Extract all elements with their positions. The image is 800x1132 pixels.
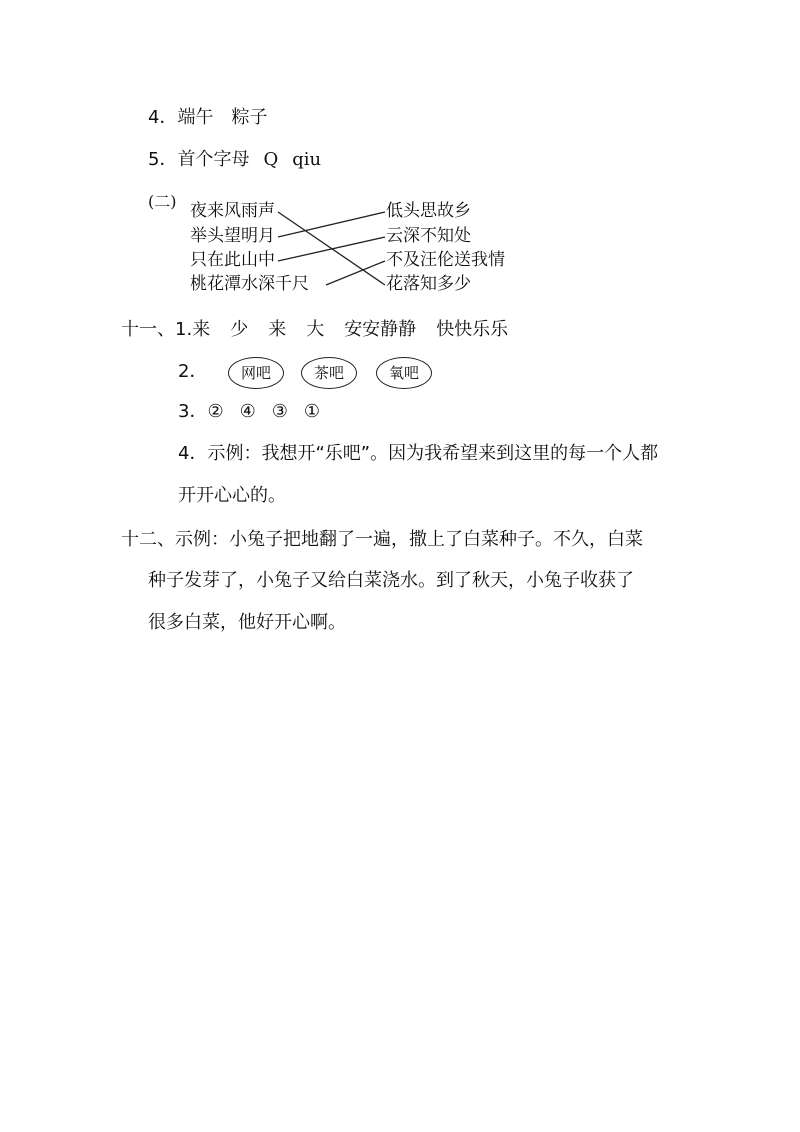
- match-line: [278, 237, 385, 261]
- answer-word: 快快乐乐: [436, 319, 509, 340]
- poem-line-right-3: 不及汪伦送我情: [386, 250, 505, 270]
- question-12-line-1: [121, 528, 643, 552]
- answer-item-4: [148, 106, 267, 130]
- question-number: 十一、: [121, 319, 175, 340]
- question-number: 十二、: [121, 529, 175, 550]
- poem-line-left-2: 举头望明月: [190, 226, 275, 246]
- question-11-item-1: [121, 318, 508, 342]
- answer-text: 首个字母: [177, 149, 250, 170]
- answer-letter: Q: [263, 149, 279, 170]
- question-12-line-3: 很多白菜，他好开心啊。: [148, 612, 346, 633]
- item-number: 4．: [148, 107, 178, 128]
- matching-lines: [148, 190, 548, 300]
- question-11-item-3: [178, 400, 320, 424]
- matching-exercise: [148, 190, 548, 300]
- item-number: 1.: [175, 319, 193, 340]
- answer-pinyin: qiu: [292, 149, 322, 170]
- match-line: [278, 212, 385, 237]
- poem-line-left-1: 夜来风雨声: [190, 201, 275, 221]
- circled-word: 茶吧: [301, 357, 357, 389]
- part-label: (二): [148, 192, 177, 211]
- item-number: 3．: [178, 401, 208, 422]
- poem-line-right-1: 低头思故乡: [386, 201, 471, 221]
- answer-item-5: [148, 148, 321, 172]
- answer-text: 粽子: [231, 107, 268, 128]
- poem-line-right-4: 花落知多少: [386, 274, 471, 294]
- answer-word: 少: [230, 319, 249, 340]
- order-mark: ④: [239, 401, 256, 422]
- answer-word: 来: [192, 319, 211, 340]
- item-number: 4．: [178, 443, 208, 464]
- order-mark: ①: [303, 401, 321, 422]
- poem-line-right-2: 云深不知处: [386, 226, 471, 246]
- order-mark: ②: [207, 401, 224, 422]
- poem-line-left-3: 只在此山中: [190, 250, 275, 270]
- circled-word: 网吧: [228, 357, 284, 389]
- answer-word: 安安静静: [344, 319, 417, 340]
- order-mark: ③: [271, 401, 288, 422]
- question-11-item-2-number: 2．: [178, 361, 208, 382]
- answer-word: 来: [268, 319, 287, 340]
- answer-word: 大: [306, 319, 325, 340]
- question-12-line-2: 种子发芽了，小兔子又给白菜浇水。到了秋天，小兔子收获了: [148, 570, 634, 591]
- answer-text: 示例：我想开“乐吧”。因为我希望来到这里的每一个人都: [207, 443, 659, 464]
- item-number: 5．: [148, 149, 178, 170]
- answer-text: 端午: [177, 107, 214, 128]
- circled-word: 氧吧: [376, 357, 432, 389]
- poem-line-left-4: 桃花潭水深千尺: [190, 274, 309, 294]
- question-11-item-4-line-2: 开开心心的。: [178, 485, 286, 506]
- question-11-item-4-line-1: [178, 442, 658, 466]
- answer-text: 示例：小兔子把地翻了一遍，撒上了白菜种子。不久，白菜: [175, 529, 643, 550]
